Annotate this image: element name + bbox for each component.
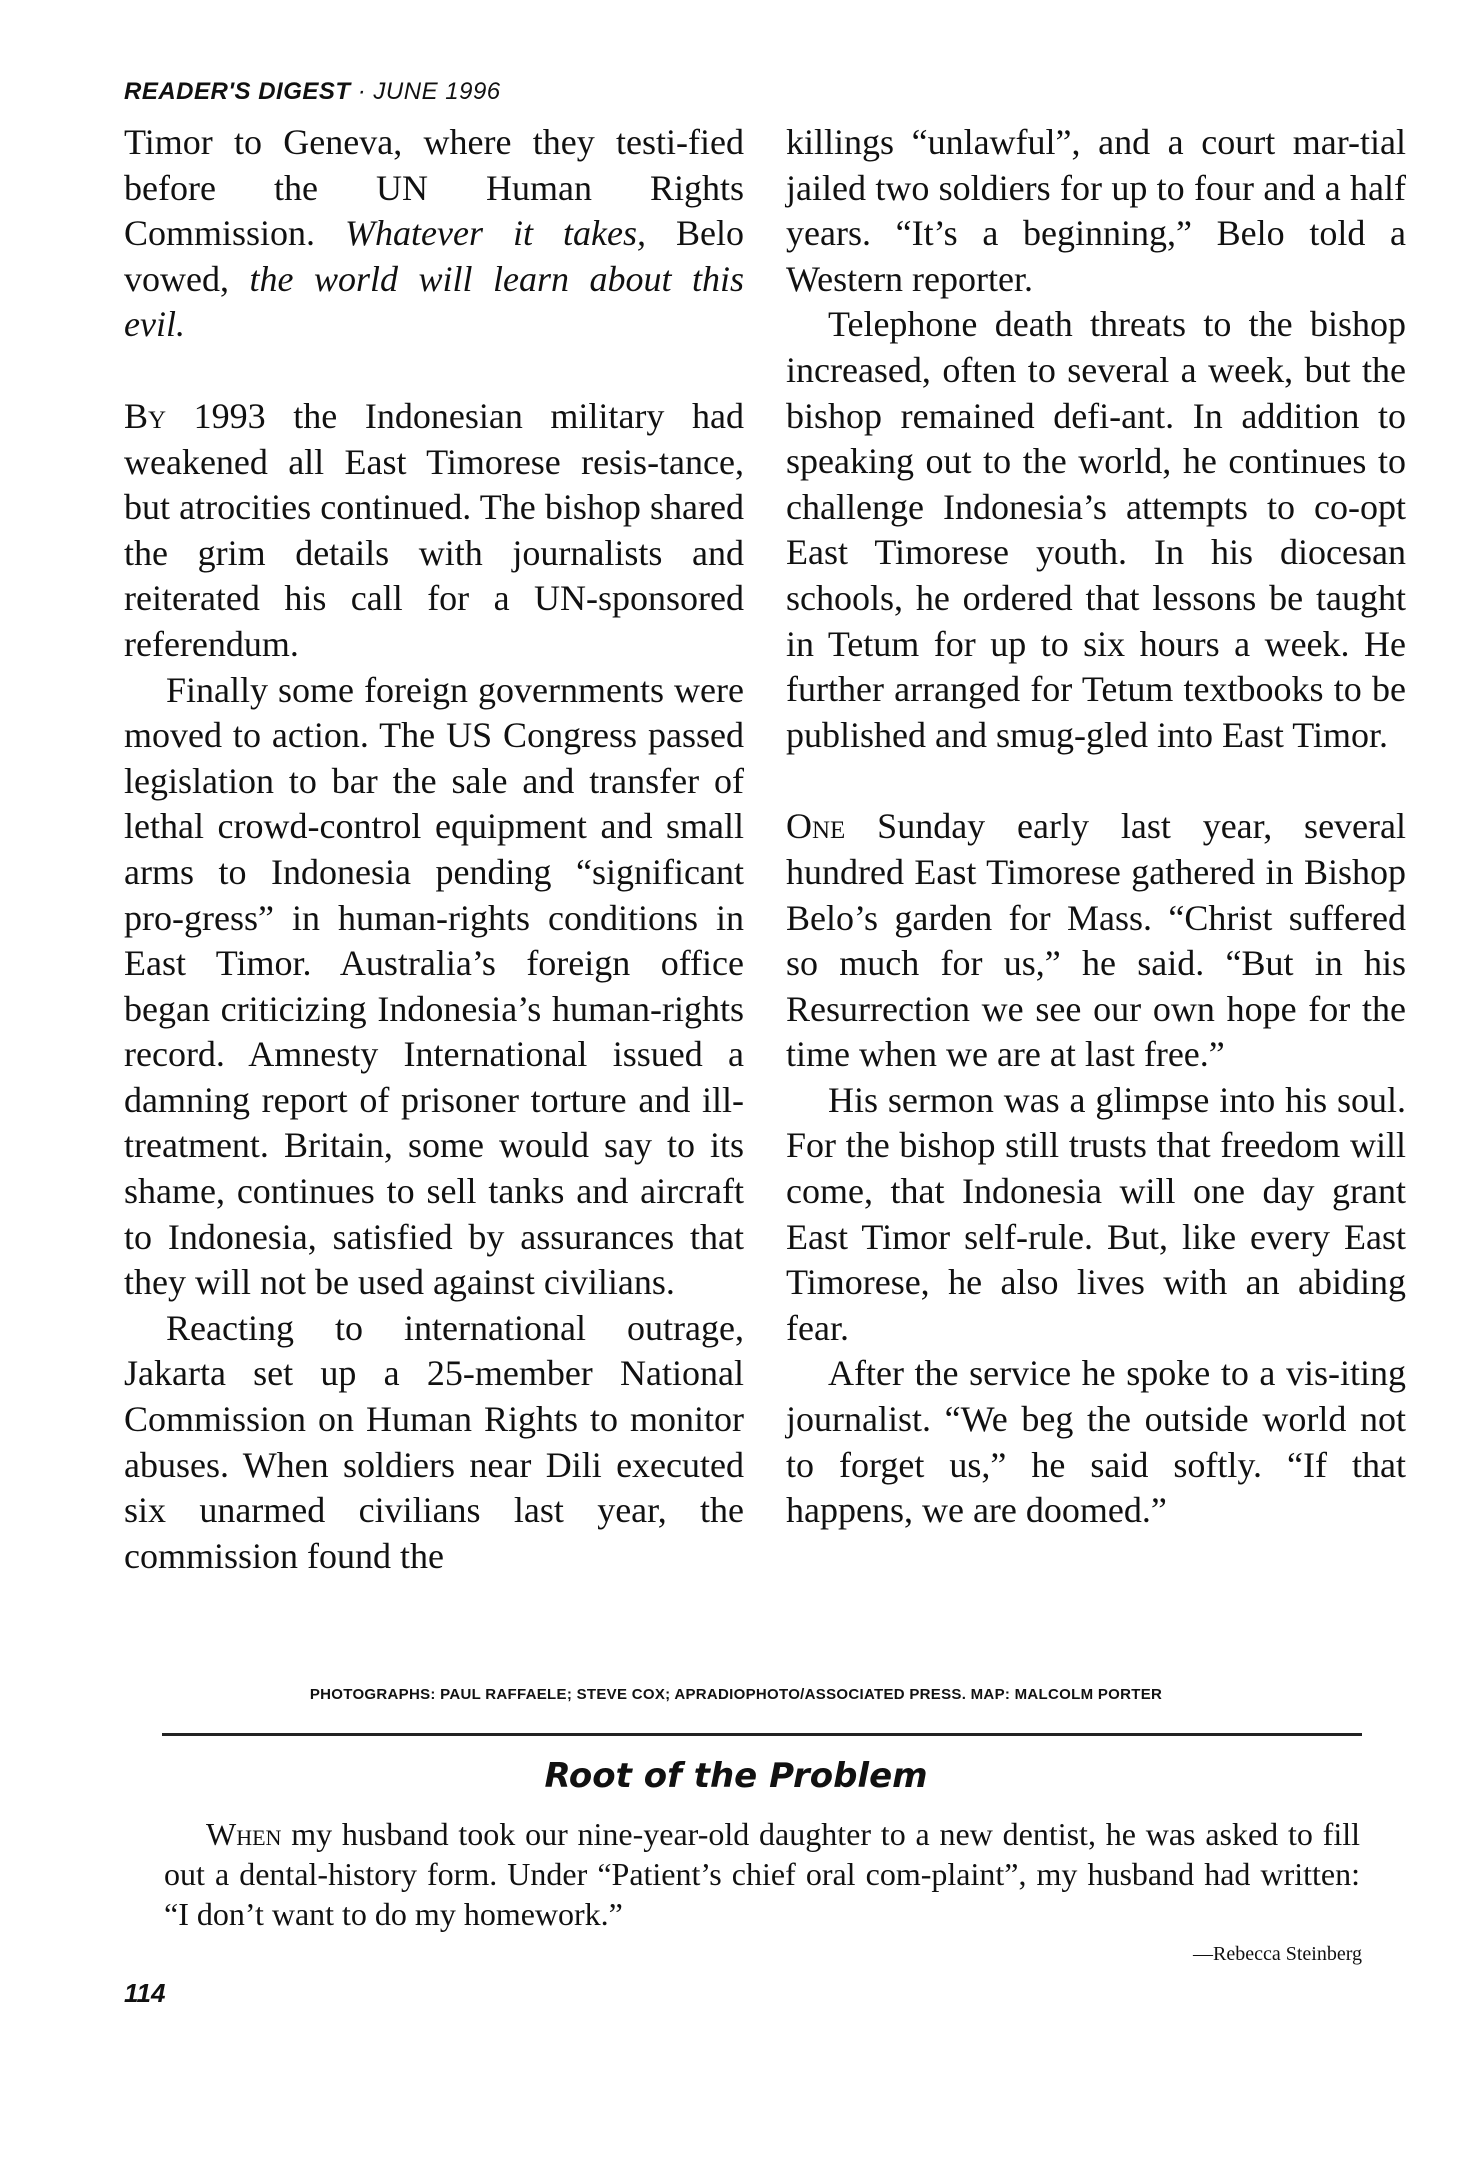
paragraph: Finally some foreign governments were moved to action. The US Congress passed legislation to bar the sale and transfer of lethal crowd-control equipment and small arms to Indonesia pending “significant pro-gress” in human-rights conditions in East Timor. Australia’s foreign office began criticizing Indonesia’s human-rights record. Amnesty International issued a damning report of prisoner torture and ill-treatment. Britain, some would say to its shame, continues to sell tanks and aircraft to Indonesia, satisfied by assurances that they will not be used against civilians. xyxy=(124,669,744,1303)
filler-body xyxy=(164,1814,1360,1934)
paragraph: killings “unlawful”, and a court mar-tial jailed two soldiers for up to four and a half years. “It’s a beginning,” Belo told a Western reporter. xyxy=(786,122,1406,299)
right-column xyxy=(786,120,1406,1534)
text-run: Sunday early last year, several hundred East Timorese gathered in Bishop Belo’s garden for Mass. “Christ suffered so much for us,” he said. “But in his Resurrection we see our own hope for the time when we are at last free.” xyxy=(786,806,1406,1075)
text-run: my husband took our nine-year-old daughter to a new dentist, he was asked to fill out a dental-history form. Under “Patient’s chief oral com-plaint”, my husband had written: “I don’t want to do my homework.” xyxy=(164,1816,1360,1932)
photo-credits: PHOTOGRAPHS: PAUL RAFFAELE; STEVE COX; APRADIOPHOTO/ASSOCIATED PRESS. MAP: MALCOLM PORTER xyxy=(309,1686,1163,1703)
header-separator: · xyxy=(350,78,374,105)
filler-title: Root of the Problem xyxy=(544,1756,928,1796)
text-run: Belo vowed, xyxy=(124,213,744,299)
lead-in-word: By xyxy=(124,395,167,436)
paragraph: After the service he spoke to a vis-iting journalist. “We beg the outside world not to forget us,” he said softly. “If that happens, we are doomed.” xyxy=(786,1353,1406,1531)
section-start-paragraph xyxy=(786,804,1406,1078)
paragraph: His sermon was a glimpse into his soul. For the bishop still trusts that freedom will come, that Indonesia will one day grant East Timor self-rule. But, like every East Timorese, he also lives with an abiding fear. xyxy=(786,1079,1406,1348)
running-head xyxy=(124,78,501,106)
paragraph: Reacting to international outrage, Jakarta set up a 25-member National Commission on Human Rights to monitor abuses. When soldiers near Dili executed six unarmed civilians last year, the commission found the xyxy=(124,1307,744,1576)
text-run: 1993 the Indonesian military had weakened all East Timorese resis-tance, but atrocities continued. The bishop shared the grim details with journalists and reiterated his call for a UN-sponsored referendum. xyxy=(124,395,744,664)
left-column xyxy=(124,120,744,1579)
lead-in-word: When xyxy=(206,1816,282,1852)
divider-rule xyxy=(162,1733,1362,1736)
paragraph: Telephone death threats to the bishop increased, often to several a week, but the bishop remained defi-ant. In addition to speaking out to the world, he continues to challenge Indonesia’s attempts to co-opt East Timorese youth. In his diocesan schools, he ordered that lessons be taught in Tetum for up to six hours a week. He further arranged for Tetum textbooks to be published and smug-gled into East Timor. xyxy=(786,304,1406,755)
filler-credit: —Rebecca Steinberg xyxy=(1192,1943,1362,1965)
publication-name: READER'S DIGEST xyxy=(124,78,351,105)
issue-date: JUNE 1996 xyxy=(373,78,501,105)
page-number: 114 xyxy=(124,1978,166,2008)
text-run: Timor to Geneva, where they testi-fied before the UN Human Rights Commission. xyxy=(124,122,744,254)
italic-text: the world will learn about this evil. xyxy=(124,258,744,345)
lead-in-word: One xyxy=(786,806,846,847)
section-start-paragraph xyxy=(124,394,744,668)
italic-text: Whatever it takes, xyxy=(345,213,646,254)
paragraph xyxy=(124,120,744,348)
